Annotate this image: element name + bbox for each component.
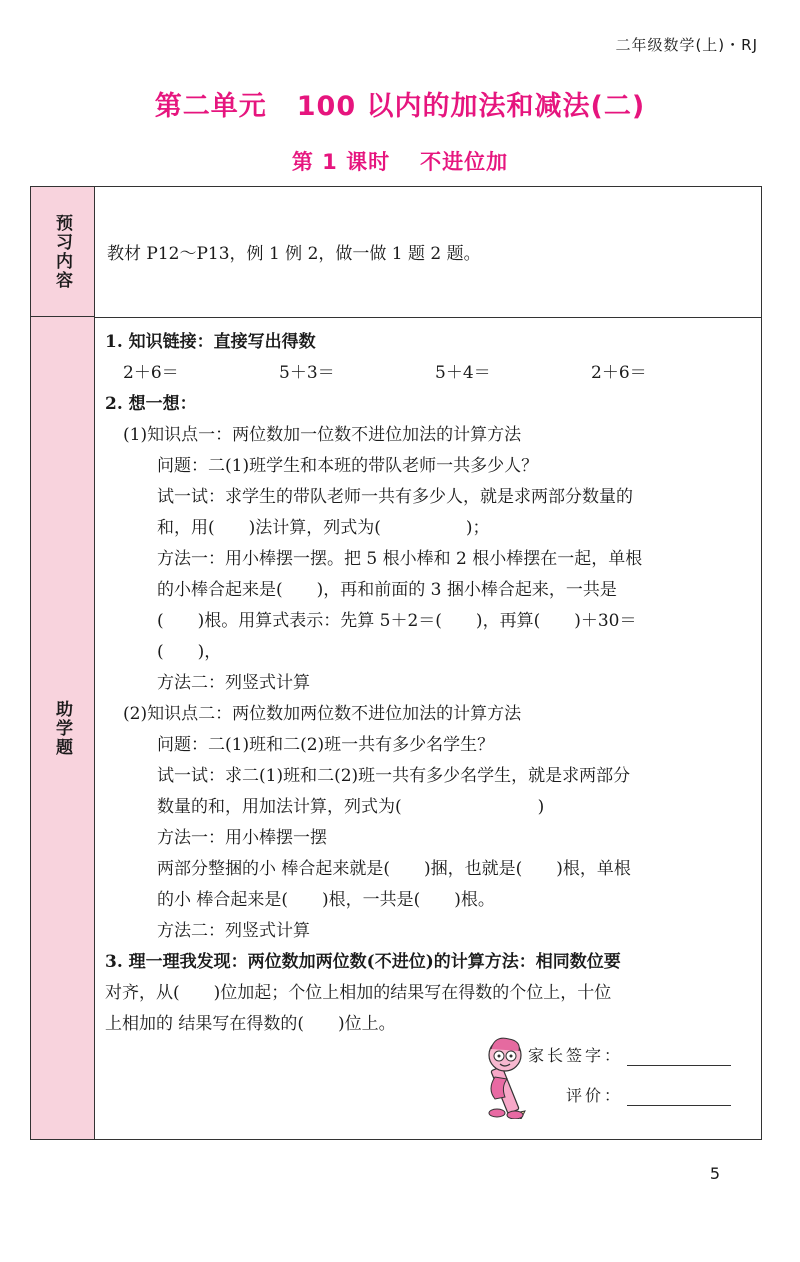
p1-line-1: 问题：二(1)班学生和本班的带队老师一共多少人？ <box>157 456 539 476</box>
p2-line-1: 问题：二(1)班和二(2)班一共有多少名学生？ <box>157 735 495 755</box>
q3-line-3: 上相加的 结果写在得数的( )位上。 <box>105 1014 396 1034</box>
book-label: 二年级数学(上)・RJ <box>615 36 758 54</box>
parent-signature-label: 家长签字： <box>527 1046 623 1065</box>
p1-heading: (1)知识点一：两位数加一位数不进位加法的计算方法 <box>123 425 522 445</box>
evaluation-line[interactable] <box>627 1086 731 1106</box>
p2-line-5: 两部分整捆的小 棒合起来就是( )捆，也就是( )根，单根 <box>157 859 631 879</box>
p2-line-4: 方法一：用小棒摆一摆 <box>157 828 327 848</box>
p2-line-2: 试一试：求二(1)班和二(2)班一共有多少名学生，就是求两部分 <box>157 766 631 786</box>
parent-signature <box>528 1043 731 1066</box>
calc-4: 2＋6＝ <box>591 363 647 383</box>
row-divider <box>95 317 761 318</box>
p2-line-3: 数量的和，用加法计算，列式为( ) <box>157 797 545 817</box>
lesson-name: 不进位加 <box>420 150 509 174</box>
p1-line-8: 方法二：列竖式计算 <box>157 673 310 693</box>
q2-heading: 2. 想一想： <box>105 394 197 414</box>
p1-line-7: ( )， <box>157 642 222 662</box>
q3-line-2: 对齐，从( )位加起；个位上相加的结果写在得数的个位上，十位 <box>105 983 612 1003</box>
preview-label: 预习内容 <box>52 213 72 290</box>
p1-line-6: ( )根。用算式表示：先算 5＋2＝( )，再算( )＋30＝ <box>157 611 637 631</box>
p2-heading: (2)知识点二：两位数加两位数不进位加法的计算方法 <box>123 704 522 724</box>
page-number: 5 <box>709 1164 720 1183</box>
calc-3: 5＋4＝ <box>435 363 491 383</box>
calc-1: 2＋6＝ <box>123 363 179 383</box>
q3-text-1: 3. 理一理我发现：两位数加两位数(不进位)的计算方法：相同数位要 <box>105 952 621 972</box>
p1-line-2: 试一试：求学生的带队老师一共有多少人，就是求两部分数量的 <box>157 487 633 507</box>
q3-line-1 <box>105 947 755 978</box>
p1-line-3: 和，用( )法计算，列式为( )； <box>157 518 490 538</box>
q1-calcs <box>105 358 755 389</box>
p1-line-5: 的小棒合起来是( )，再和前面的 3 捆小棒合起来，一共是 <box>157 580 617 600</box>
evaluation-label: 评价： <box>565 1086 623 1105</box>
study-label: 助学题 <box>52 699 72 757</box>
study-label-cell <box>31 317 95 1139</box>
preview-label-cell <box>31 187 95 317</box>
p1-line-4: 方法一：用小棒摆一摆。把 5 根小棒和 2 根小棒摆在一起，单根 <box>157 549 643 569</box>
study-content <box>105 327 755 1040</box>
worksheet-table <box>30 186 762 1140</box>
calc-2: 5＋3＝ <box>279 363 335 383</box>
p2-line-6: 的小 棒合起来是( )根，一共是( )根。 <box>157 890 495 910</box>
unit-label: 第二单元 <box>154 91 267 122</box>
evaluation <box>566 1083 731 1106</box>
unit-name: 100 以内的加法和减法(二) <box>296 91 646 122</box>
preview-text: 教材 P12～P13，例 1 例 2，做一做 1 题 2 题。 <box>107 244 481 264</box>
parent-signature-line[interactable] <box>627 1046 731 1066</box>
unit-title <box>0 84 800 123</box>
lesson-label: 第 1 课时 <box>291 150 391 174</box>
p2-line-7: 方法二：列竖式计算 <box>157 921 310 941</box>
q1-heading: 1. 知识链接：直接写出得数 <box>105 332 316 352</box>
lesson-title <box>0 146 800 176</box>
